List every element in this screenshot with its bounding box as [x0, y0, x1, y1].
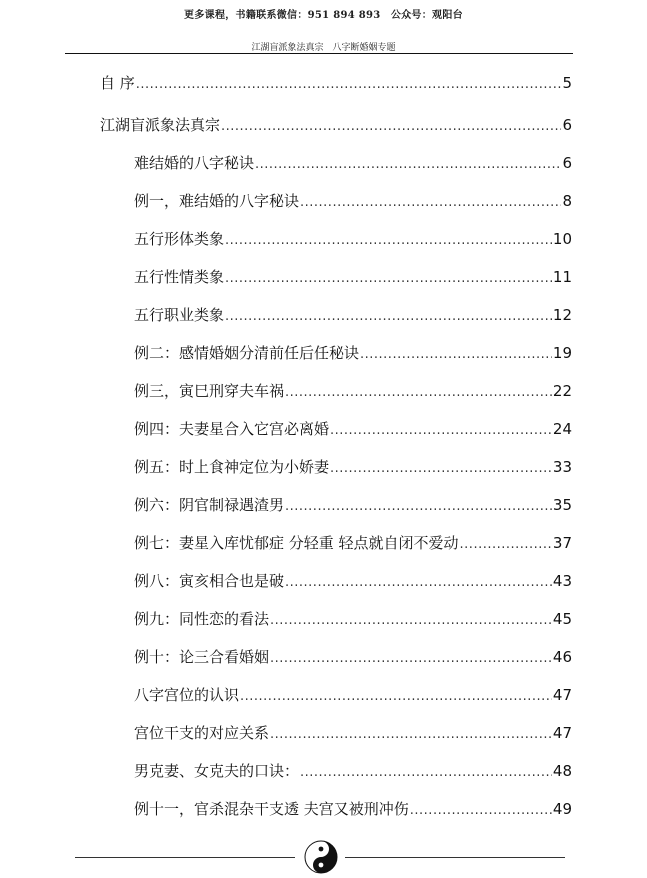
- toc-leader-dots: [240, 686, 552, 708]
- toc-leader-dots: [300, 192, 561, 214]
- toc-entry[interactable]: [134, 456, 572, 478]
- toc-entry[interactable]: [134, 266, 572, 288]
- toc-entry-title: 江湖盲派象法真宗: [100, 116, 221, 134]
- toc-entry[interactable]: [134, 494, 572, 516]
- toc-leader-dots: [360, 344, 552, 366]
- top-banner: 更多课程，书籍联系微信：951 894 893 公众号：观阳台: [184, 10, 463, 21]
- toc-leader-dots: [410, 800, 552, 822]
- toc-entry-title: 例六：阴官制禄遇渣男: [134, 496, 285, 514]
- toc-entry[interactable]: [134, 608, 572, 630]
- toc-entry-title: 例二：感情婚姻分清前任后任秘诀: [134, 344, 360, 362]
- toc-entry[interactable]: [134, 570, 572, 592]
- toc-entry-page: 46: [552, 648, 572, 666]
- toc-leader-dots: [255, 154, 561, 176]
- toc-entry[interactable]: [100, 72, 572, 94]
- toc-leader-dots: [285, 496, 552, 518]
- toc-entry-page: 19: [552, 344, 572, 362]
- toc-entry-page: 6: [562, 116, 572, 134]
- toc-entry-page: 5: [562, 74, 572, 92]
- toc-entry-title: 例七：妻星入库忧郁症 分轻重 轻点就自闭不爱动: [134, 534, 459, 552]
- toc-entry[interactable]: [100, 114, 572, 136]
- toc-leader-dots: [225, 268, 552, 290]
- toc-entry-page: 8: [562, 192, 572, 210]
- toc-entry[interactable]: [134, 304, 572, 326]
- toc-entry-title: 五行形体类象: [134, 230, 225, 248]
- header-rule: [65, 53, 573, 54]
- toc-entry-page: 47: [552, 686, 572, 704]
- toc-entry-page: 10: [552, 230, 572, 248]
- toc-entry[interactable]: [134, 152, 572, 174]
- toc-leader-dots: [270, 648, 552, 670]
- toc-leader-dots: [225, 306, 552, 328]
- toc-entry-page: 22: [552, 382, 572, 400]
- toc-entry-page: 12: [552, 306, 572, 324]
- toc-entry-title: 例一，难结婚的八字秘诀: [134, 192, 300, 210]
- toc-entry-page: 48: [552, 762, 572, 780]
- toc-entry-page: 47: [552, 724, 572, 742]
- toc-entry[interactable]: [134, 418, 572, 440]
- toc-entry-page: 35: [552, 496, 572, 514]
- toc-entry[interactable]: [134, 760, 572, 782]
- toc-entry-title: 例四：夫妻星合入它宫必离婚: [134, 420, 330, 438]
- toc-entry-page: 6: [562, 154, 572, 172]
- toc-entry-page: 33: [552, 458, 572, 476]
- toc-entry-title: 五行职业类象: [134, 306, 225, 324]
- toc-entry-title: 八字宫位的认识: [134, 686, 240, 704]
- toc-entry-title: 例九：同性恋的看法: [134, 610, 270, 628]
- toc-leader-dots: [270, 610, 552, 632]
- toc-entry[interactable]: [134, 342, 572, 364]
- toc-entry[interactable]: [134, 532, 572, 554]
- toc-entry[interactable]: [134, 228, 572, 250]
- toc-entry-title: 宫位干支的对应关系: [134, 724, 270, 742]
- toc-entry-title: 例十一，官杀混杂干支透 夫宫又被刑冲伤: [134, 800, 409, 818]
- toc-leader-dots: [225, 230, 552, 252]
- toc-entry[interactable]: [134, 684, 572, 706]
- toc-entry-title: 难结婚的八字秘诀: [134, 154, 255, 172]
- toc-entry[interactable]: [134, 380, 572, 402]
- toc-leader-dots: [460, 534, 552, 556]
- toc-leader-dots: [285, 572, 552, 594]
- running-header: 江湖盲派象法真宗 八字断婚姻专题: [251, 43, 396, 53]
- toc-entry[interactable]: [134, 798, 572, 820]
- toc-leader-dots: [330, 458, 552, 480]
- toc-entry-title: 五行性情类象: [134, 268, 225, 286]
- yin-yang-icon: [304, 840, 338, 874]
- toc-leader-dots: [300, 762, 552, 784]
- toc-entry-page: 43: [552, 572, 572, 590]
- toc-entry-page: 37: [552, 534, 572, 552]
- toc-leader-dots: [221, 116, 561, 138]
- toc-leader-dots: [270, 724, 552, 746]
- toc-entry-page: 24: [552, 420, 572, 438]
- toc-entry-title: 例三，寅巳刑穿夫车祸: [134, 382, 285, 400]
- toc-entry-title: 例八：寅亥相合也是破: [134, 572, 285, 590]
- toc-entry-title: 男克妻、女克夫的口诀：: [134, 762, 300, 780]
- toc-entry-title: 自 序: [100, 74, 135, 92]
- toc-entry-page: 45: [552, 610, 572, 628]
- toc-entry-page: 11: [552, 268, 572, 286]
- toc-entry[interactable]: [134, 722, 572, 744]
- toc-entry[interactable]: [134, 190, 572, 212]
- footer-rule-right: [345, 857, 565, 858]
- toc-entry[interactable]: [134, 646, 572, 668]
- toc-entry-title: 例五：时上食神定位为小娇妻: [134, 458, 330, 476]
- toc-entry-page: 49: [552, 800, 572, 818]
- toc-entry-title: 例十：论三合看婚姻: [134, 648, 270, 666]
- toc-leader-dots: [285, 382, 552, 404]
- footer-rule-left: [75, 857, 295, 858]
- toc-leader-dots: [330, 420, 552, 442]
- toc-leader-dots: [136, 74, 562, 96]
